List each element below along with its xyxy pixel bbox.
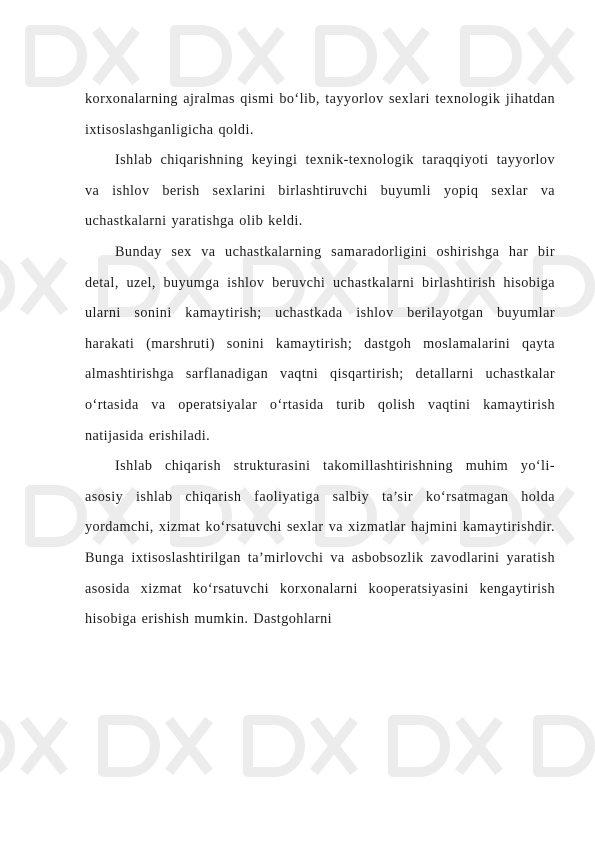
- watermark-mark: [30, 30, 82, 82]
- watermark-mark: [0, 720, 10, 772]
- watermark-mark: [103, 720, 155, 772]
- paragraph-4: Ishlab chiqarish strukturasini takomillashtirishning muhim yo‘li-asosiy ishlab chiqarish faoliyatiga salbiy ta’sir ko‘rsatmagan holda yordamchi, xizmat ko‘rsatuvchi sexlar va xizmatlar hajmini kamaytirishdir. Bunga ixtisoslashtirilgan ta’mirlovchi va asbobsozlik zavodlarini yaratish asosida xizmat ko‘rsatuvchi korxonalarni kooperatsiyasini kengaytirish hisobiga erishish mumkin. Dastgohlarni: [85, 458, 555, 628]
- document-page: [85, 84, 555, 635]
- watermark-mark: [24, 720, 64, 772]
- watermark-mark: [386, 30, 426, 82]
- paragraph-1: korxonalarning ajralmas qismi bo‘lib, tayyorlov sexlari texnologik jihatdan ixtisoslashganligicha qoldi.: [85, 91, 555, 138]
- watermark-mark: [24, 260, 64, 312]
- watermark-mark: [465, 30, 517, 82]
- watermark-mark: [320, 30, 372, 82]
- watermark-mark: [241, 30, 281, 82]
- watermark-mark: [393, 720, 445, 772]
- watermark-mark: [248, 720, 300, 772]
- watermark-mark: [175, 30, 227, 82]
- paragraph-3: Bunday sex va uchastkalarning samaradorligini oshirishga har bir detal, uzel, buyumga ishlov beruvchi uchastkalarni birlashtirish hisobiga ularni sonini kamaytirish; uchastkada ishlov berilayotgan buyumlar harakati (marshruti) sonini kamaytirish; dastgoh moslamalarini qayta almashtirishga sarflanadigan vaqtni qisqartirish; detallarni uchastkalar o‘rtasida va operatsiyalar o‘rtasida turib qolish vaqtini kamaytirish natijasida erishiladi.: [85, 243, 555, 444]
- watermark-mark: [538, 720, 590, 772]
- watermark-mark: [30, 490, 82, 542]
- watermark-mark: [169, 720, 209, 772]
- watermark-mark: [96, 30, 136, 82]
- paragraph-2: Ishlab chiqarishning keyingi texnik-texnologik taraqqiyoti tayyorlov va ishlov berish sexlarini birlashtiruvchi buyumli yopiq sexlar va uchastkalarni yaratishga olib keldi.: [85, 152, 555, 230]
- watermark-mark: [459, 720, 499, 772]
- watermark-mark: [531, 30, 571, 82]
- watermark-mark: [0, 260, 10, 312]
- watermark-mark: [314, 720, 354, 772]
